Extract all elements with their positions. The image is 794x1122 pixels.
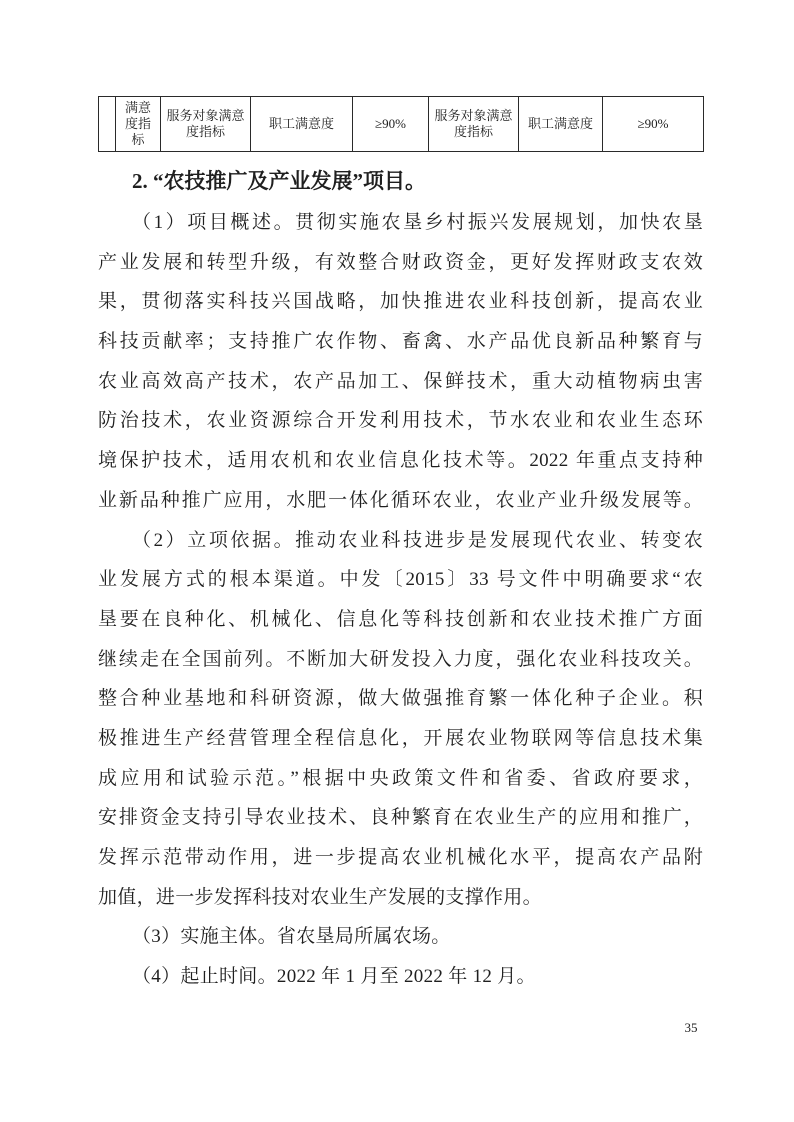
- table-cell-staff-satisfaction-2: 职工满意度: [519, 97, 603, 152]
- table-cell-service-target-2: 服务对象满意度指标: [429, 97, 519, 152]
- table-cell-target-value-2: ≥90%: [603, 97, 704, 152]
- section-heading: 2. “农技推广及产业发展”项目。: [132, 169, 426, 193]
- body-line: 整合种业基地和科研资源，做大做强推育繁一体化种子企业。积: [98, 688, 703, 710]
- body-line: 业发展方式的根本渠道。中发〔2015〕33 号文件中明确要求“农: [98, 569, 703, 591]
- body-line: 果，贯彻落实科技兴国战略，加快推进农业科技创新，提高农业: [98, 291, 703, 313]
- body-line: （1）项目概述。贯彻实施农垦乡村振兴发展规划，加快农垦: [132, 212, 703, 233]
- body-text: [98, 203, 703, 997]
- table-cell-target-value: ≥90%: [353, 97, 429, 152]
- body-line: 境保护技术，适用农机和农业信息化技术等。2022 年重点支持种: [98, 450, 703, 472]
- body-line: （3）实施主体。省农垦局所属农场。: [132, 926, 451, 948]
- body-line: 发挥示范带动作用，进一步提高农业机械化水平，提高农产品附: [98, 847, 703, 868]
- body-line: 科技贡献率；支持推广农作物、畜禽、水产品优良新品种繁育与: [98, 331, 703, 353]
- satisfaction-indicator-table: [98, 96, 704, 152]
- body-line: （2）立项依据。推动农业科技进步是发展现代农业、转变农: [132, 529, 703, 551]
- table-cell-spacer: [99, 97, 116, 152]
- body-line: 成应用和试验示范。”根据中央政策文件和省委、省政府要求，: [98, 767, 703, 789]
- table-cell-indicator-group: 满意度指标: [116, 97, 161, 152]
- body-line: 极推进生产经营管理全程信息化，开展农业物联网等信息技术集: [98, 727, 703, 749]
- body-line: 垦要在良种化、机械化、信息化等科技创新和农业技术推广方面: [98, 608, 703, 630]
- table-row: [99, 97, 704, 152]
- body-line: 农业高效高产技术，农产品加工、保鲜技术，重大动植物病虫害: [98, 370, 703, 392]
- body-line: 防治技术，农业资源综合开发利用技术，节水农业和农业生态环: [98, 410, 703, 432]
- body-line: 加值，进一步发挥科技对农业生产发展的支撑作用。: [98, 886, 542, 908]
- body-line: 业新品种推广应用，水肥一体化循环农业，农业产业升级发展等。: [98, 489, 703, 511]
- table-cell-staff-satisfaction: 职工满意度: [251, 97, 353, 152]
- body-line: （4）起止时间。2022 年 1 月至 2022 年 12 月。: [132, 966, 536, 988]
- body-line: 产业发展和转型升级，有效整合财政资金，更好发挥财政支农效: [98, 251, 703, 273]
- body-line: 继续走在全国前列。不断加大研发投入力度，强化农业科技攻关。: [98, 648, 703, 670]
- table-cell-service-target: 服务对象满意度指标: [161, 97, 251, 152]
- page-number: 35: [684, 1020, 698, 1035]
- body-line: 安排资金支持引导农业技术、良种繁育在农业生产的应用和推广，: [98, 807, 703, 829]
